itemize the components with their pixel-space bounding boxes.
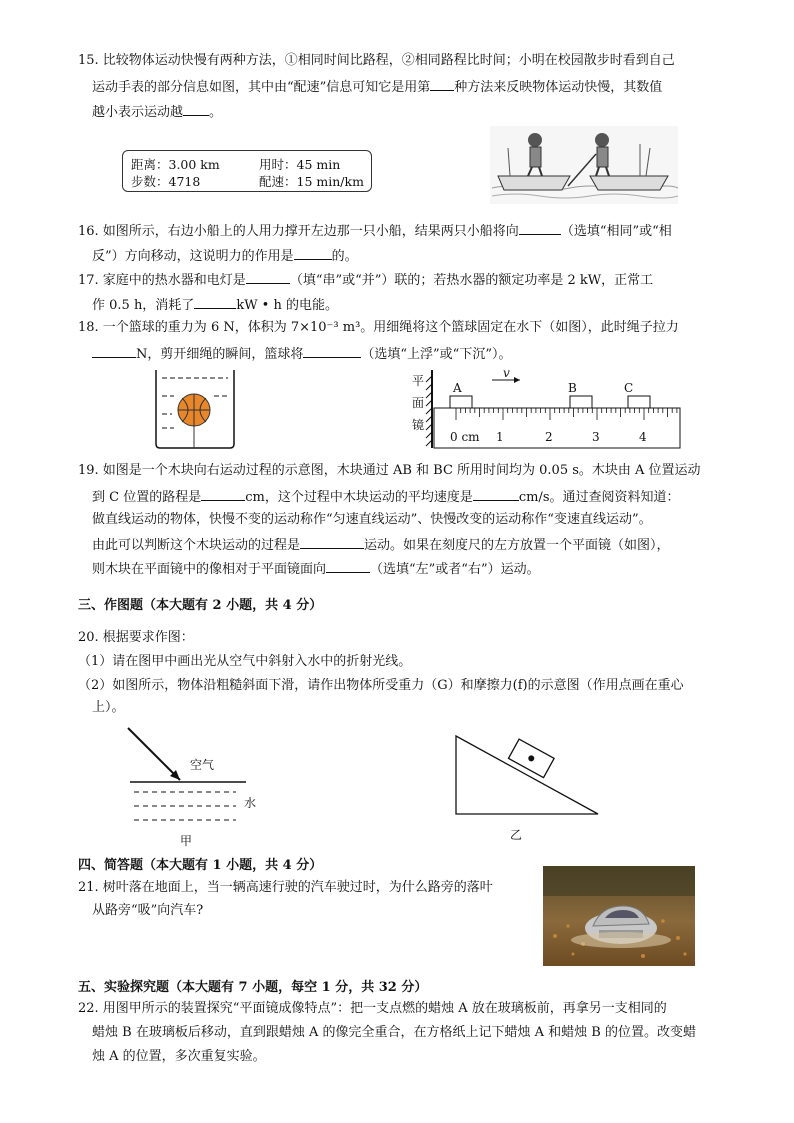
answer-blank[interactable] bbox=[303, 345, 361, 358]
q20-line1: 20. 根据要求作图： bbox=[78, 630, 194, 645]
answer-blank[interactable] bbox=[519, 222, 561, 235]
q18-line2: N，剪开细绳的瞬间，篮球将 （选填“上浮”或“下沉”）。 bbox=[92, 345, 511, 363]
q22-line3: 烛 A 的位置，多次重复实验。 bbox=[92, 1049, 266, 1064]
section-4-heading: 四、简答题（本大题有 1 小题，共 4 分） bbox=[78, 858, 323, 873]
velocity-label: v bbox=[503, 366, 510, 380]
q21-line1: 21. 树叶落在地面上，当一辆高速行驶的汽车驶过时，为什么路旁的落叶 bbox=[78, 880, 493, 895]
answer-blank[interactable] bbox=[92, 345, 136, 358]
mirror-label-2: 面 bbox=[412, 396, 425, 410]
q16-line1: 16. 如图所示，右边小船上的人用力撑开左边那一只小船，结果两只小船将向 （选填“相同”或“相 bbox=[78, 224, 672, 239]
q19-line2: 到 C 位置的路程是 cm，这个过程中木块运动的平均速度是 cm/s。通过查阅资料知道： bbox=[92, 490, 680, 505]
q15-line3: 越小表示运动越 。 bbox=[92, 105, 223, 120]
watch-time: 用时：45 min bbox=[259, 157, 341, 172]
tick-label-1: 1 bbox=[496, 430, 504, 444]
answer-blank[interactable] bbox=[201, 488, 245, 501]
q19-line3: 做直线运动的物体，快慢不变的运动称作“匀速直线运动”、快慢改变的运动称作“变速直线运动”。 bbox=[92, 512, 652, 527]
q17-line2: 作 0.5 h，消耗了 kW • h 的电能。 bbox=[92, 298, 338, 313]
q22-line2: 蜡烛 B 在玻璃板后移动，直到跟蜡烛 A 的像完全重合，在方格纸上记下蜡烛 A 和蜡烛 B 的位置。改变蜡 bbox=[92, 1025, 696, 1040]
tick-label-3: 3 bbox=[592, 430, 600, 444]
block-a-label: A bbox=[453, 381, 462, 395]
car-leaves-photo bbox=[543, 866, 695, 966]
answer-blank[interactable] bbox=[194, 296, 236, 309]
figure-b-caption: 乙 bbox=[510, 828, 523, 842]
section-3-heading: 三、作图题（本大题有 2 小题，共 4 分） bbox=[78, 598, 323, 613]
q20-line4: 上）。 bbox=[92, 700, 125, 715]
mirror-label-1: 平 bbox=[412, 374, 425, 388]
mirror-label-3: 镜 bbox=[412, 418, 425, 432]
block-b-label: B bbox=[568, 381, 577, 395]
q19-line1: 19. 如图是一个木块向右运动过程的示意图，木块通过 AB 和 BC 所用时间均为 0.05 s。木块由 A 位置运动 bbox=[78, 463, 701, 478]
q19-line5: 则木块在平面镜中的像相对于平面镜面向 （选填“左”或者“右”）运动。 bbox=[92, 562, 540, 577]
q17-line1: 17. 家庭中的热水器和电灯是 （填“串”或“并”）联的；若热水器的额定功率是 2 kW，正常工 bbox=[78, 273, 654, 288]
q22-line1: 22. 用图甲所示的装置探究“平面镜成像特点”：把一支点燃的蜡烛 A 放在玻璃板前，再拿另一支相同的 bbox=[78, 1001, 667, 1016]
section-5-heading: 五、实验探究题（本大题有 7 小题，每空 1 分，共 32 分） bbox=[78, 980, 428, 995]
tick-label-2: 2 bbox=[545, 430, 553, 444]
q20-line3: （2）如图所示，物体沿粗糙斜面下滑，请作出物体所受重力（G）和摩擦力(f)的示意图（作用点画在重心 bbox=[78, 678, 684, 693]
basketball-water-figure bbox=[150, 366, 240, 450]
answer-blank[interactable] bbox=[430, 78, 454, 91]
figure-a-caption: 甲 bbox=[180, 834, 193, 848]
answer-blank[interactable] bbox=[183, 103, 209, 116]
figure-incline bbox=[452, 732, 602, 844]
tick-label-4: 4 bbox=[639, 430, 647, 444]
q16-line2: 反”）方向移动，这说明力的作用是 的。 bbox=[92, 249, 358, 264]
tick-label-0: 0 cm bbox=[450, 430, 480, 444]
q15-line1: 15. 比较物体运动快慢有两种方法，①相同时间比路程，②相同路程比时间；小明在校园散步时看到自己 bbox=[78, 53, 675, 68]
answer-blank[interactable] bbox=[300, 536, 364, 549]
block-c-label: C bbox=[624, 381, 634, 395]
air-label: 空气 bbox=[190, 758, 215, 772]
watch-steps: 步数：4718 bbox=[131, 174, 201, 189]
boats-illustration bbox=[490, 126, 678, 204]
answer-blank[interactable] bbox=[473, 488, 519, 501]
ruler-mirror-figure bbox=[410, 366, 700, 456]
q18-line1: 18. 一个篮球的重力为 6 N，体积为 7×10⁻³ m³。用细绳将这个篮球固定在水下（如图），此时绳子拉力 bbox=[78, 320, 679, 335]
q19-line4: 由此可以判断这个木块运动的过程是 运动。如果在刻度尺的左方放置一个平面镜（如图）， bbox=[92, 538, 670, 553]
water-label: 水 bbox=[244, 796, 257, 810]
watch-pace: 配速：15 min/km bbox=[259, 174, 364, 189]
answer-blank[interactable] bbox=[294, 247, 332, 260]
answer-blank[interactable] bbox=[326, 560, 370, 573]
watch-info-box bbox=[122, 150, 372, 192]
q15-line2: 运动手表的部分信息如图，其中由“配速”信息可知它是用第 种方法来反映物体运动快慢，其数值 bbox=[92, 80, 663, 95]
answer-blank[interactable] bbox=[246, 271, 290, 284]
q20-line2: （1）请在图甲中画出光从空气中斜射入水中的折射光线。 bbox=[78, 654, 412, 669]
figure-refraction bbox=[120, 722, 260, 852]
watch-distance: 距离：3.00 km bbox=[131, 157, 220, 172]
q21-line2: 从路旁“吸”向汽车? bbox=[92, 903, 204, 918]
